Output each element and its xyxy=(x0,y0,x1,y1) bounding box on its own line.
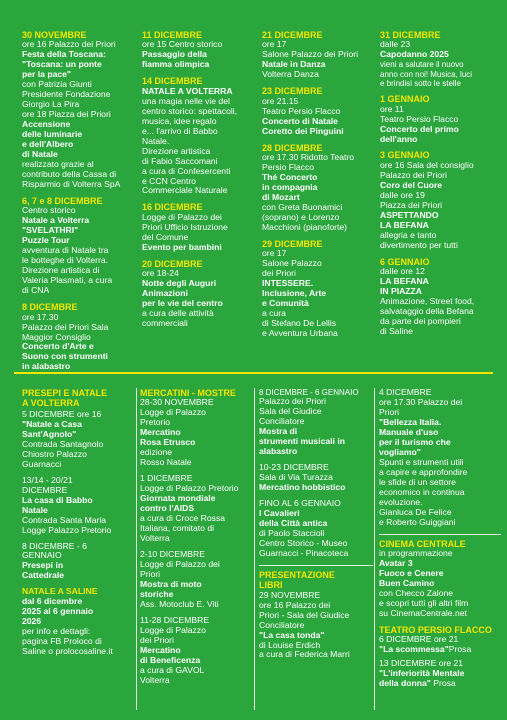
event-info: e scopri tutti gli altri film xyxy=(379,597,469,608)
event-title: "Bellezza Italia. xyxy=(379,416,442,427)
event-title: Festa della Toscana: xyxy=(22,49,106,60)
event-info: ore 11 xyxy=(380,103,404,114)
event-mostra-strumenti xyxy=(259,388,373,457)
cinema-centrale xyxy=(379,539,501,619)
event-title: dal 6 dicembre xyxy=(22,596,83,607)
event-info: Valeria Plasmati, a cura xyxy=(22,275,113,286)
event-presepi-cattedrale xyxy=(22,542,136,582)
event-info: Volterra xyxy=(140,533,170,544)
column-divider xyxy=(374,388,375,710)
event-info: centro storico: spettacoli, xyxy=(142,105,238,116)
event-title: IN PIAZZA xyxy=(380,286,423,297)
event-title: Thé Concerto xyxy=(262,172,318,182)
event-info: anno con noi! Musica, luci xyxy=(380,69,473,79)
event-info: Salone Palazzo xyxy=(262,258,322,269)
event-info: Guarnacci - Pinacoteca xyxy=(259,547,349,558)
event-title: Accensione xyxy=(22,119,71,130)
event-info: di Louise Erdich xyxy=(259,639,321,650)
event-title: Inclusione, Arte xyxy=(262,288,327,299)
event-title: "Natale a Casa xyxy=(22,418,82,429)
event-info: in programmazione xyxy=(379,548,453,558)
event-notte-auguri xyxy=(142,259,260,329)
section-title: MERCATINI - MOSTRE xyxy=(140,388,236,398)
event-info: Palazzo dei Priori xyxy=(259,396,326,407)
event-info: a cura di GAVOL xyxy=(140,664,205,675)
event-info: Gianluca De Felice xyxy=(379,506,452,517)
event-date: GENNAIO xyxy=(22,550,62,561)
event-title: Mercatino xyxy=(140,427,181,438)
cinema-con: con Checco xyxy=(379,587,425,598)
top-column-4 xyxy=(378,30,500,343)
event-date: 13 DICEMBRE ore 21 xyxy=(379,658,464,669)
event-concerto-natale xyxy=(262,86,380,136)
event-genre: Prosa xyxy=(448,644,472,655)
event-title: Coro del Cuore xyxy=(380,179,443,190)
event-info: Ass. Motoclub E. Viti xyxy=(140,598,219,609)
event-date: 11-28 DICEMBRE xyxy=(140,614,210,625)
event-date: 8 DICEMBRE xyxy=(22,302,78,313)
section-title: A VOLTERRA xyxy=(22,398,80,409)
event-info: Palazzo dei Priori xyxy=(380,169,447,180)
event-info: Direzione artistica xyxy=(142,145,211,156)
event-capodanno xyxy=(380,30,500,88)
event-info: Contrada Santagnolo xyxy=(22,438,104,449)
event-date: 21 DICEMBRE xyxy=(262,30,323,40)
event-info: Teatro Persio Flacco xyxy=(262,105,341,116)
event-title: 2026 xyxy=(22,616,42,627)
event-intessere xyxy=(262,239,380,339)
event-info: Conciliatore xyxy=(259,619,305,630)
event-date: 30 NOVEMBRE xyxy=(22,30,87,40)
event-date: 4 DICEMBRE xyxy=(379,387,432,397)
event-date: 29 DICEMBRE xyxy=(262,238,323,249)
event-info: Presidente Fondazione xyxy=(22,89,111,100)
event-info: dei Priori xyxy=(262,268,296,279)
section-title: CINEMA CENTRALE xyxy=(379,538,466,549)
event-title: Suono con strumenti xyxy=(22,351,108,362)
event-title: per il turismo che xyxy=(379,436,451,447)
event-info: Salone Palazzo dei Priori xyxy=(262,49,359,60)
event-title: Evento per bambini xyxy=(142,241,222,252)
event-date: 14 DICEMBRE xyxy=(142,76,203,87)
event-title: contro l'AIDS xyxy=(140,503,195,514)
event-info: Centro Storico - Museo xyxy=(259,537,348,548)
event-info: a cura di Croce Rossa xyxy=(140,513,226,524)
event-info: ore 18 Piazza dei Priori xyxy=(22,109,111,120)
section-title: LIBRI xyxy=(259,580,283,591)
teatro-persio-flacco xyxy=(379,625,501,689)
event-info: musica, idee regalo xyxy=(142,115,217,126)
event-info: Logge Palazzo Pretorio xyxy=(22,524,112,535)
section-title: TEATRO PERSIO FLACCO xyxy=(379,624,492,635)
event-the-concerto xyxy=(262,143,380,233)
event-info: economico in continua xyxy=(379,486,465,497)
event-title: per la pace" xyxy=(22,69,71,80)
event-title: delle luminarie xyxy=(22,129,83,140)
event-festa-toscana xyxy=(22,30,138,190)
top-column-3 xyxy=(260,30,380,345)
event-casa-tonda xyxy=(259,591,373,661)
event-info: Natale. xyxy=(142,135,170,146)
event-title: INTESSERE. xyxy=(262,278,314,289)
event-info: Contrada Santa Maria xyxy=(22,514,107,525)
section-title: PRESEPI E NATALE xyxy=(22,388,108,398)
event-info: di CNA xyxy=(22,285,50,296)
event-info: a capire e approfondire xyxy=(379,466,468,477)
event-date: 3 GENNAIO xyxy=(380,150,430,161)
event-title: alabastro xyxy=(259,446,298,457)
event-info: Logge di Palazzo Pretorio xyxy=(140,483,239,494)
event-info: realizzato grazie al xyxy=(22,159,94,170)
bottom-column-4 xyxy=(377,388,501,695)
event-info: per info e dettagli: xyxy=(22,626,91,637)
event-info: a cura di Confesercenti xyxy=(142,165,231,176)
bottom-column-3 xyxy=(257,388,373,666)
event-info: edizione xyxy=(140,447,173,458)
event-date: 5 DICEMBRE ore 16 xyxy=(22,408,102,419)
event-info: con Greta Buonamici xyxy=(262,201,343,212)
event-info: Italiana, comitato di xyxy=(140,523,215,534)
event-info: dei Priori xyxy=(140,634,174,645)
event-info: e... l'arrivo di Babbo xyxy=(142,125,218,136)
event-info: ore 16 Sala del consiglio xyxy=(380,159,474,170)
event-title: "L'inferiorità Mentale xyxy=(379,668,465,679)
event-info: ore 15 Centro storico xyxy=(142,39,223,50)
event-title: Concerto d'Arte e xyxy=(22,341,94,352)
event-title: e dell'Albero xyxy=(22,139,74,150)
event-date: 29 NOVEMBRE xyxy=(259,589,321,600)
event-mercatino-beneficenza xyxy=(140,616,254,686)
section-divider xyxy=(379,534,501,535)
event-info: una magia nelle vie del xyxy=(142,95,230,106)
event-info: ore 21.15 xyxy=(262,95,299,106)
event-info: Piazza dei Priori xyxy=(380,199,443,210)
event-natale-danza xyxy=(262,30,380,80)
event-title: in compagnia xyxy=(262,181,318,192)
event-title: Coretto dei Pinguini xyxy=(262,125,344,136)
event-mercatino-hobbistico xyxy=(259,463,373,493)
event-date: 6 DICEMBRE ore 21 xyxy=(379,634,459,645)
event-title: NATALE A VOLTERRA xyxy=(142,85,233,96)
event-mostra-moto xyxy=(140,550,254,610)
event-info: di Fabio Saccomani xyxy=(142,155,218,166)
event-date: 8 DICEMBRE - 6 xyxy=(22,540,87,551)
event-title: 2025 al 6 gennaio xyxy=(22,606,94,617)
event-info: e Avventura Urbana xyxy=(262,328,338,338)
event-info xyxy=(379,645,501,655)
event-title: Puzzle Tour xyxy=(22,235,70,246)
event-info: avventura di Natale tra xyxy=(22,245,109,256)
event-title: storiche xyxy=(140,588,174,599)
event-cavalieri xyxy=(259,499,373,559)
event-title: Manuale d'uso xyxy=(379,426,439,437)
event-title: di Beneficenza xyxy=(140,654,201,665)
event-info: Risparmio di Volterra SpA xyxy=(22,179,121,189)
event-info: Logge di Palazzo dei xyxy=(142,211,222,222)
event-rosa-etrusco xyxy=(140,398,254,468)
event-info: ore 17.30 Palazzo dei xyxy=(379,396,463,407)
event-info: Saline o prolocosaline.it xyxy=(22,646,113,657)
event-date: 28 DICEMBRE xyxy=(262,142,323,153)
event-date: 6 GENNAIO xyxy=(380,256,430,267)
top-column-1 xyxy=(20,30,138,378)
event-info: dalle 23 xyxy=(380,39,411,50)
event-date: 1 DICEMBRE xyxy=(140,473,193,484)
event-info: Logge di Palazzo dei xyxy=(140,558,220,569)
event-date: 6, 7 e 8 DICEMBRE xyxy=(22,195,103,206)
event-genre: Prosa xyxy=(433,678,456,689)
event-info: Spunti e strumenti utili xyxy=(379,456,464,467)
section-divider xyxy=(259,565,373,566)
event-info: contributo della Cassa di xyxy=(22,169,117,180)
event-date: 31 DICEMBRE xyxy=(380,30,441,40)
event-info: e CCN Centro xyxy=(142,175,196,186)
event-title: Fuoco e Cenere xyxy=(379,567,444,578)
event-date: 1 GENNAIO xyxy=(380,94,430,105)
event-info: ore 17.30 xyxy=(22,311,59,322)
event-natale-volterra xyxy=(142,76,260,196)
event-info: Pretorio xyxy=(140,417,171,428)
event-info: dalle ore 12 xyxy=(380,266,425,277)
event-info: Giorgio La Pira xyxy=(22,99,80,110)
event-title: Natale in Danza xyxy=(262,59,326,70)
event-info: ore 16 Palazzo dei xyxy=(259,599,331,610)
event-info: divertimento per tutti xyxy=(380,239,458,250)
event-title: LA BEFANA xyxy=(380,276,429,287)
event-info: evoluzione. xyxy=(379,496,423,507)
event-date: FINO AL 6 GENNAIO xyxy=(259,497,341,508)
event-info: ore 17 xyxy=(262,39,287,50)
event-title: in alabastro xyxy=(22,361,71,372)
event-title: ASPETTANDO xyxy=(380,209,439,220)
column-divider xyxy=(136,388,137,710)
event-info: di Paolo Staccioli xyxy=(259,527,325,538)
event-info: Priori xyxy=(379,406,400,417)
event-info: Logge di Palazzo xyxy=(140,407,206,418)
event-info: le sfide di un settore xyxy=(379,476,456,487)
event-title: vogliamo" xyxy=(379,446,421,457)
event-title: Mostra di xyxy=(259,426,298,437)
event-title: "Toscana: un ponte xyxy=(22,59,102,70)
event-info: Chiostro Palazzo xyxy=(22,448,87,459)
event-info: Maggior Consiglio xyxy=(22,331,91,342)
event-date: 16 DICEMBRE xyxy=(142,202,203,213)
event-info: Guarnacci xyxy=(22,458,62,469)
event-coro-cuore xyxy=(380,150,500,250)
event-casa-babbo-natale xyxy=(22,476,136,536)
event-info: ore 17.30 Ridotto Teatro xyxy=(262,152,355,163)
event-info: Conciliatore xyxy=(259,416,305,427)
event-title: dell'anno xyxy=(380,133,418,144)
event-title: Buen Camino xyxy=(379,577,435,588)
event-info: e Roberto Guiggiani xyxy=(379,516,456,527)
event-info: ore 16 Palazzo dei Priori xyxy=(22,39,116,50)
event-title: strumenti musicali in xyxy=(259,436,345,447)
section-title: PRESENTAZIONE xyxy=(259,569,335,580)
event-info: Priori Ufficio Istruzione xyxy=(142,221,228,232)
event-info: Persio Flacco xyxy=(262,162,315,173)
event-date: 10-23 DICEMBRE xyxy=(259,462,329,473)
event-date: 11 DICEMBRE xyxy=(142,30,203,40)
event-title: Natale xyxy=(22,504,48,515)
event-title: "La scommessa" xyxy=(379,644,449,655)
event-info: Direzione artistica di xyxy=(22,265,100,276)
event-info: a cura xyxy=(262,308,286,319)
event-date: DICEMBRE xyxy=(22,484,68,495)
cinema-con-name: Zalone xyxy=(426,587,454,598)
event-title: Concerto di Natale xyxy=(262,115,338,126)
bottom-column-2 xyxy=(138,388,254,692)
event-info: salvataggio della Befana xyxy=(380,305,474,316)
event-title: Mostra di moto xyxy=(140,578,202,589)
event-info: le botteghe di Volterra. xyxy=(22,255,108,266)
event-info: di Stefano De Lellis xyxy=(262,318,337,329)
event-title: e Comunità xyxy=(262,298,309,309)
event-title: di Mozart xyxy=(262,191,300,202)
event-info: Logge di Palazzo xyxy=(140,624,206,635)
event-info: ore 17 xyxy=(262,248,287,259)
event-info: con Patrizia Giunti xyxy=(22,79,92,90)
event-casa-santagnolo xyxy=(22,410,136,470)
event-title: "SVELATHRI" xyxy=(22,225,79,236)
event-title: Concerto del primo xyxy=(380,123,459,134)
event-title: Avatar 3 xyxy=(379,557,413,568)
top-column-2 xyxy=(140,30,260,335)
event-title: Rosa Etrusco xyxy=(140,437,196,448)
event-date: 20 DICEMBRE xyxy=(142,258,203,269)
event-title: Giornata mondiale xyxy=(140,493,216,504)
event-bambini xyxy=(142,202,260,252)
event-date: 23 DICEMBRE xyxy=(262,86,323,97)
event-info: Sala di Via Turazza xyxy=(259,472,333,483)
event-info: allegria e tanto xyxy=(380,229,437,240)
event-info: Priori xyxy=(140,568,161,579)
event-info: di Saline xyxy=(380,325,413,336)
event-title: della donna" xyxy=(379,678,431,689)
natale-a-saline xyxy=(22,587,136,657)
event-title: La casa di Babbo xyxy=(22,494,93,505)
event-title: Notte degli Auguri xyxy=(142,278,217,289)
column-divider xyxy=(254,388,255,710)
event-title: Capodanno 2025 xyxy=(380,49,449,60)
event-date: 28-30 NOVEMBRE xyxy=(140,397,214,408)
event-info: Sala del Giudice xyxy=(259,406,322,417)
event-info: Animazione, Street food, xyxy=(380,295,475,306)
event-title: Natale a Volterra xyxy=(22,215,90,226)
event-info: Centro storico xyxy=(22,205,76,216)
event-info: (soprano) e Lorenzo xyxy=(262,211,340,222)
event-info: Rosso Natale xyxy=(140,457,192,468)
event-fiamma-olimpica xyxy=(142,30,260,70)
section-divider xyxy=(14,372,493,374)
event-date: 13/14 - 20/21 xyxy=(22,474,73,485)
event-svelathri xyxy=(22,196,138,296)
event-title: LA BEFANA xyxy=(380,219,429,230)
event-befana-piazza xyxy=(380,257,500,337)
event-info: dalle ore 19 xyxy=(380,189,425,200)
event-info: e brindisi sotto le stelle xyxy=(380,78,461,88)
event-date: 2-10 DICEMBRE xyxy=(140,549,205,559)
bottom-column-1 xyxy=(20,388,136,663)
event-info: ore 18-24 xyxy=(142,268,179,279)
event-giornata-aids xyxy=(140,474,254,544)
event-info: vieni a salutare il nuovo xyxy=(380,60,464,70)
event-info: del Comune xyxy=(142,231,189,242)
event-info: pagina FB Proloco di xyxy=(22,636,102,647)
event-bellezza-italia xyxy=(379,388,501,528)
event-info: Volterra Danza xyxy=(262,69,319,80)
event-info: a cura delle attività xyxy=(142,308,214,319)
event-title: Passaggio della xyxy=(142,49,207,60)
event-info: Volterra xyxy=(140,674,170,685)
event-info xyxy=(379,679,501,689)
event-date: 8 DICEMBRE - 6 GENNAIO xyxy=(259,388,359,397)
event-title: Mercatino hobbistico xyxy=(259,482,346,493)
event-info: commerciali xyxy=(142,318,188,329)
event-concerto-primo xyxy=(380,94,500,144)
event-title: della Città antica xyxy=(259,517,328,528)
section-title: NATALE A SALINE xyxy=(22,586,98,597)
event-title: Mercatino xyxy=(140,644,181,655)
event-title: Cattedrale xyxy=(22,570,65,581)
event-title: fiamma olimpica xyxy=(142,59,210,70)
event-info: Palazzo dei Priori Sala xyxy=(22,321,109,332)
event-info: su CinemaCentrale.net xyxy=(379,607,467,618)
event-title: Animazioni xyxy=(142,288,188,299)
event-info: Commerciale Naturale xyxy=(142,185,228,196)
event-info: da parte dei pompieri xyxy=(380,315,461,326)
event-title: Presepi in xyxy=(22,560,64,571)
event-title: I Cavalieri xyxy=(259,507,300,518)
event-info: a cura di Federica Marri xyxy=(259,649,350,660)
event-info: Teatro Persio Flacco xyxy=(380,113,459,124)
event-title: per le vie del centro xyxy=(142,298,223,309)
event-info: Macchioni (pianoforte) xyxy=(262,221,348,232)
event-title: "La casa tonda" xyxy=(259,629,325,640)
event-concerto-arte xyxy=(22,302,138,372)
event-title: di Natale xyxy=(22,149,58,160)
event-title: Sant'Agnolo" xyxy=(22,428,77,439)
event-info: Priori - Sala del Giudice xyxy=(259,609,350,620)
